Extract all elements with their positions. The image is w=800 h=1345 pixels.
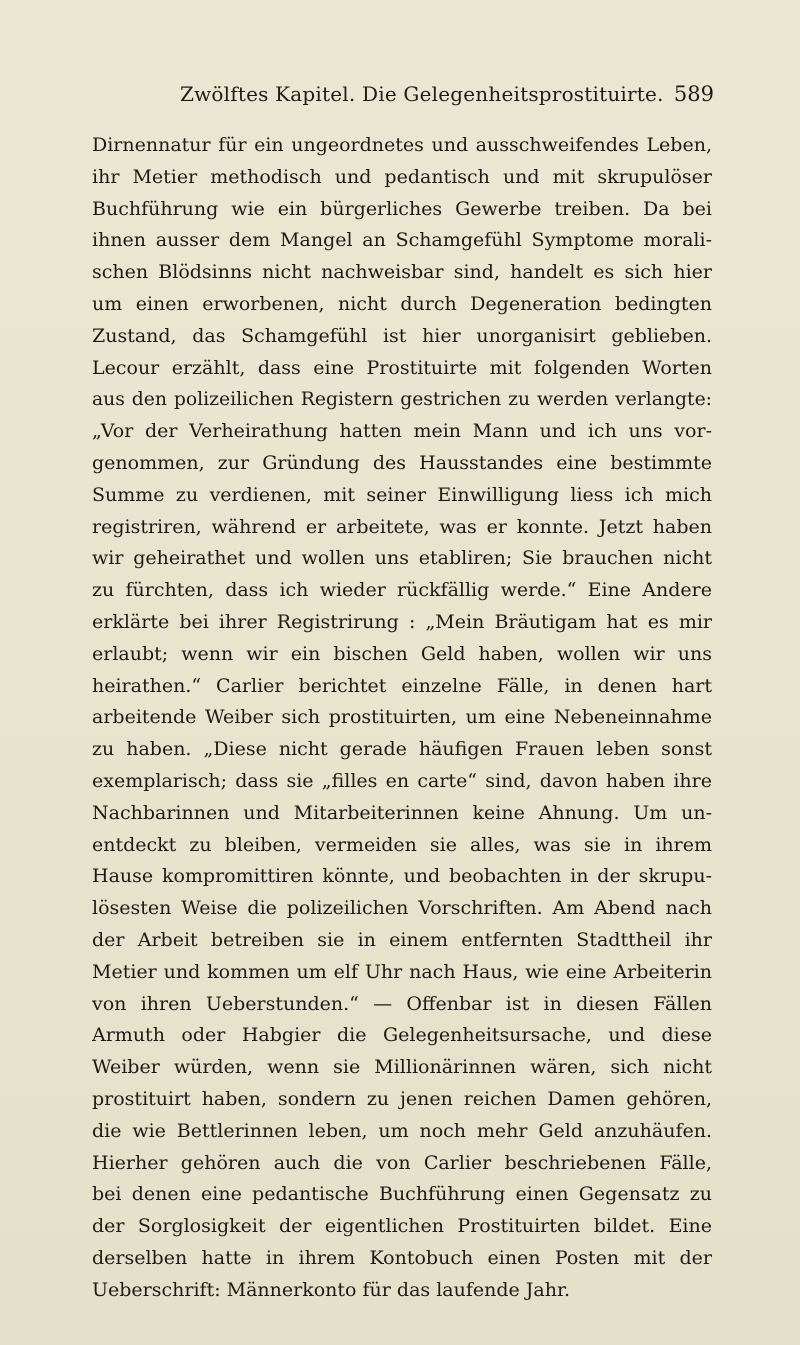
text-line: exemplarisch; dass sie „filles en carte“ sind, davon haben ihre bbox=[92, 769, 712, 792]
text-line: derselben hatte in ihrem Kontobuch einen Posten mit der bbox=[92, 1246, 712, 1269]
text-line: genommen, zur Gründung des Hausstandes eine bestimmte bbox=[92, 451, 712, 474]
text-line: um einen erworbenen, nicht durch Degeneration bedingten bbox=[92, 292, 712, 315]
text-line: arbeitende Weiber sich prostituirten, um eine Nebeneinnahme bbox=[92, 706, 712, 729]
text-line: zu fürchten, dass ich wieder rückfällig werde.“ Eine Andere bbox=[92, 579, 712, 602]
text-line: Lecour erzählt, dass eine Prostituirte mit folgenden Worten bbox=[92, 356, 712, 379]
text-line: ihnen ausser dem Mangel an Schamgefühl Symptome morali- bbox=[92, 229, 712, 252]
text-line: Hause kompromittiren könnte, und beobachten in der skrupu- bbox=[92, 865, 712, 888]
text-line: wir geheirathet und wollen uns etabliren; Sie brauchen nicht bbox=[92, 547, 712, 570]
text-line: erlaubt; wenn wir ein bischen Geld haben, wollen wir uns bbox=[92, 642, 712, 665]
text-line: Summe zu verdienen, mit seiner Einwilligung liess ich mich bbox=[92, 483, 712, 506]
text-line: Buchführung wie ein bürgerliches Gewerbe treiben. Da bei bbox=[92, 197, 712, 220]
text-line: Nachbarinnen und Mitarbeiterinnen keine Ahnung. Um un- bbox=[92, 801, 712, 824]
text-line: Dirnennatur für ein ungeordnetes und ausschweifendes Leben, bbox=[92, 134, 712, 156]
text-line: „Vor der Verheirathung hatten mein Mann und ich uns vor- bbox=[92, 420, 712, 443]
text-line: entdeckt zu bleiben, vermeiden sie alles, was sie in ihrem bbox=[92, 833, 712, 856]
text-line: aus den polizeilichen Registern gestrichen zu werden verlangte: bbox=[92, 389, 712, 411]
body-text bbox=[92, 130, 712, 1306]
text-line: registriren, während er arbeitete, was er konnte. Jetzt haben bbox=[92, 515, 712, 538]
text-line: Hierher gehören auch die von Carlier beschriebenen Fälle, bbox=[92, 1151, 712, 1174]
page-header bbox=[90, 82, 714, 112]
text-line: ihr Metier methodisch und pedantisch und mit skrupulöser bbox=[92, 165, 712, 188]
text-line: der Arbeit betreiben sie in einem entfernten Stadttheil ihr bbox=[92, 928, 712, 951]
running-head: Zwölftes Kapitel. Die Gelegenheitsprostituirte. bbox=[180, 82, 664, 106]
page-number: 589 bbox=[673, 82, 714, 106]
text-line: Weiber würden, wenn sie Millionärinnen wären, sich nicht bbox=[92, 1056, 712, 1079]
text-line: prostituirt haben, sondern zu jenen reichen Damen gehören, bbox=[92, 1087, 712, 1110]
text-line: zu haben. „Diese nicht gerade häufigen Frauen leben sonst bbox=[92, 738, 712, 761]
text-line: schen Blödsinns nicht nachweisbar sind, handelt es sich hier bbox=[92, 261, 712, 284]
text-line: die wie Bettlerinnen leben, um noch mehr Geld anzuhäufen. bbox=[92, 1119, 712, 1142]
text-line: bei denen eine pedantische Buchführung einen Gegensatz zu bbox=[92, 1183, 712, 1206]
text-line: von ihren Ueberstunden.“ — Offenbar ist in diesen Fällen bbox=[92, 992, 712, 1015]
text-line: Armuth oder Habgier die Gelegenheitsursache, und diese bbox=[92, 1024, 712, 1047]
text-line: Zustand, das Schamgefühl ist hier unorganisirt geblieben. bbox=[92, 324, 712, 347]
text-line: lösesten Weise die polizeilichen Vorschriften. Am Abend nach bbox=[92, 897, 712, 920]
text-line: der Sorglosigkeit der eigentlichen Prostituirten bildet. Eine bbox=[92, 1215, 712, 1238]
text-line: Ueberschrift: Männerkonto für das laufende Jahr. bbox=[92, 1278, 571, 1301]
text-line: Metier und kommen um elf Uhr nach Haus, wie eine Arbeiterin bbox=[92, 960, 712, 983]
text-line: erklärte bei ihrer Registrirung : „Mein Bräutigam hat es mir bbox=[92, 610, 712, 633]
text-line: heirathen.“ Carlier berichtet einzelne Fälle, in denen hart bbox=[92, 674, 712, 697]
